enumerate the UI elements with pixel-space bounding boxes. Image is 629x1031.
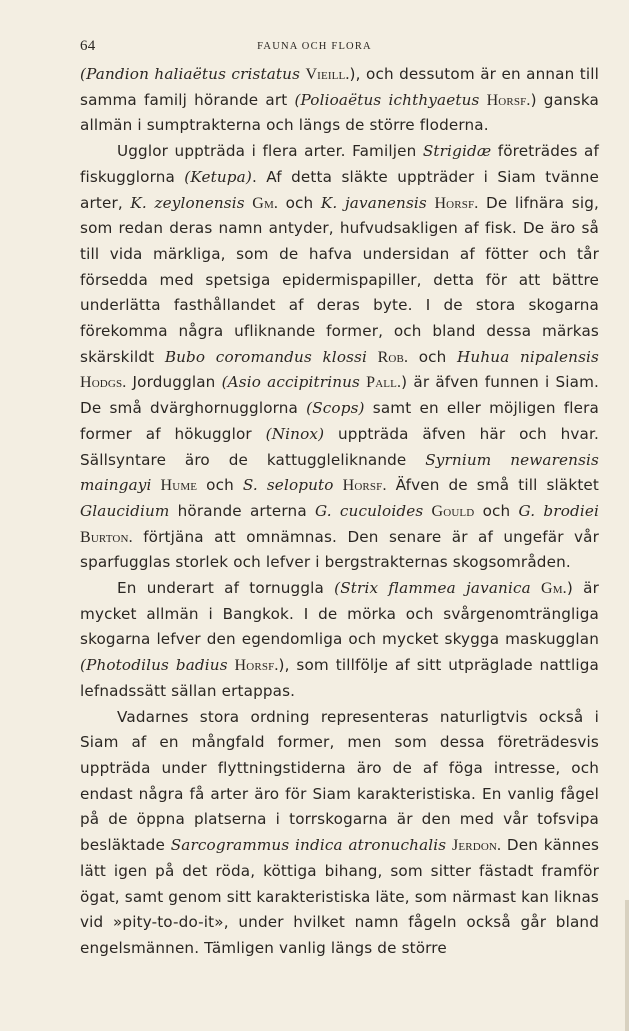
- author-name: Pall.: [366, 374, 402, 392]
- text-run: och: [278, 193, 321, 212]
- species-name: S. seloputo: [242, 476, 334, 495]
- author-name: Hodgs.: [80, 374, 127, 392]
- text-run: Den kännes lätt igen på det röda, köttiga bihang, som sitter fästadt framför ögat, samt genom sitt karakteristiska läte, som närmast kan liknas vid »pity-to-do-it», under hvilket namn fågeln också går bland engelsmännen. Tämligen vanlig längs de större: [80, 836, 600, 957]
- text-run: ) är mycket allmän i Bangkok. I de mörka och svårgenomträngliga skogarna lefver den egendomliga och mycket skygga maskugglan: [80, 579, 599, 649]
- author-name: Rob.: [377, 348, 409, 366]
- species-name: (Photodilus badius: [80, 656, 228, 675]
- species-name: (Asio accipitrinus: [221, 373, 361, 392]
- species-name: Bubo coromandus klossi: [164, 347, 368, 366]
- text-run: [423, 502, 431, 520]
- text-run: förtjäna att omnämnas. Den senare är af ungefär vår sparfugglas storlek och lefver i bergstrakternas skogsområden.: [80, 527, 599, 572]
- paragraph-p2: [80, 139, 599, 576]
- species-name: (Ninox): [265, 424, 325, 443]
- page-edge-shadow: [625, 900, 629, 1031]
- species-name: (Scops): [306, 399, 365, 418]
- author-name: Gould: [431, 502, 475, 520]
- species-name: Syrnium newarensis maingayi: [80, 450, 599, 495]
- text-run: samt en eller möjligen flera former af hökugglor: [80, 399, 599, 443]
- text-run: Vadarnes stora ordning representeras naturligtvis också i Siam af en mångfald former, men som dessa företrädesvis uppträda under flyttningstiderna äro de af föga intresse, och endast några få arter äro för Siam karakteristiska. En vanlig fågel på de öppna platserna i torrskogarna är den med vår tofsvipa besläktade: [80, 707, 599, 855]
- text-run: uppträda äfven här och hvar. Sällsyntare äro de kattuggleliknande: [80, 424, 599, 469]
- author-name: Hume: [160, 477, 198, 495]
- species-name: K. javanensis: [320, 193, 427, 212]
- author-name: Horsf.: [234, 657, 279, 675]
- text-run: De lifnära sig, som redan deras namn antyder, hufvudsakligen af fisk. De äro så till vida märkliga, som de hafva undersidan af fötter och tår försedda med spetsiga epidermispapiller, detta för att bättre underlätta fasthållandet af deras byte. I de stora skogarna förekomma några ufliknande former, och bland dessa märkas skärskildt: [80, 193, 599, 366]
- author-name: Gm.: [252, 194, 279, 212]
- author-name: Horsf.: [434, 194, 479, 212]
- author-name: Burton.: [80, 528, 133, 546]
- text-run: ), och dessutom är en annan till samma familj hörande art: [80, 65, 599, 109]
- species-name: G. brodiei: [518, 501, 600, 520]
- text-run: Jordugglan: [126, 373, 222, 392]
- author-name: Gm.: [541, 580, 567, 598]
- species-name: K. zeylonensis: [130, 193, 245, 212]
- species-name: (Ketupa): [184, 167, 252, 186]
- text-run: [531, 579, 541, 597]
- species-name: Huhua nipalensis: [457, 347, 599, 366]
- text-run: [152, 476, 161, 494]
- species-name: (Polioaëtus ichthyaetus: [294, 90, 480, 109]
- text-run: En underart af tornuggla: [117, 579, 335, 598]
- text-run: ), som tillfölje af sitt utpräglade nattliga lefnadssätt sällan ertappas.: [80, 656, 599, 700]
- species-name: Strigidæ: [422, 142, 492, 161]
- text-run: Ugglor uppträda i flera arter. Familjen: [117, 142, 423, 161]
- text-run: [479, 91, 486, 109]
- text-run: och: [474, 501, 519, 520]
- paragraph-p1: [80, 62, 599, 139]
- author-name: Horsf.: [486, 91, 531, 109]
- paragraph-p3: [80, 576, 599, 705]
- text-run: [228, 656, 235, 674]
- text-run: Äfven de små till släktet: [386, 476, 600, 495]
- author-name: Jerdon.: [452, 837, 502, 855]
- text-run: företrädes af fiskugglorna: [80, 142, 599, 186]
- running-title: FAUNA OCH FLORA: [257, 41, 372, 52]
- species-name: Sarcogrammus indica atronuchalis: [170, 836, 447, 855]
- page-number: 64: [80, 38, 96, 54]
- text-run: och: [197, 476, 243, 495]
- author-name: Horsf.: [342, 477, 387, 495]
- text-run: och: [408, 347, 458, 366]
- body-text: [80, 62, 599, 962]
- text-run: [334, 476, 343, 494]
- author-name: Vieill.: [305, 66, 350, 83]
- text-run: ) ganska allmän i sumptrakterna och längs de större floderna.: [80, 90, 599, 135]
- text-run: . Af detta släkte uppträder i Siam tvänne arter,: [80, 167, 599, 212]
- species-name: G. cuculoides: [314, 501, 424, 520]
- text-run: ) är äfven funnen i Siam. De små dvärghornugglorna: [80, 373, 600, 418]
- species-name: (Strix flammea javanica: [334, 579, 531, 598]
- text-run: hörande arterna: [169, 501, 315, 520]
- paragraph-p4: [80, 705, 599, 962]
- species-name: (Pandion haliaëtus cristatus: [80, 65, 301, 83]
- species-name: Glaucidium: [80, 501, 170, 520]
- text-run: [367, 348, 378, 366]
